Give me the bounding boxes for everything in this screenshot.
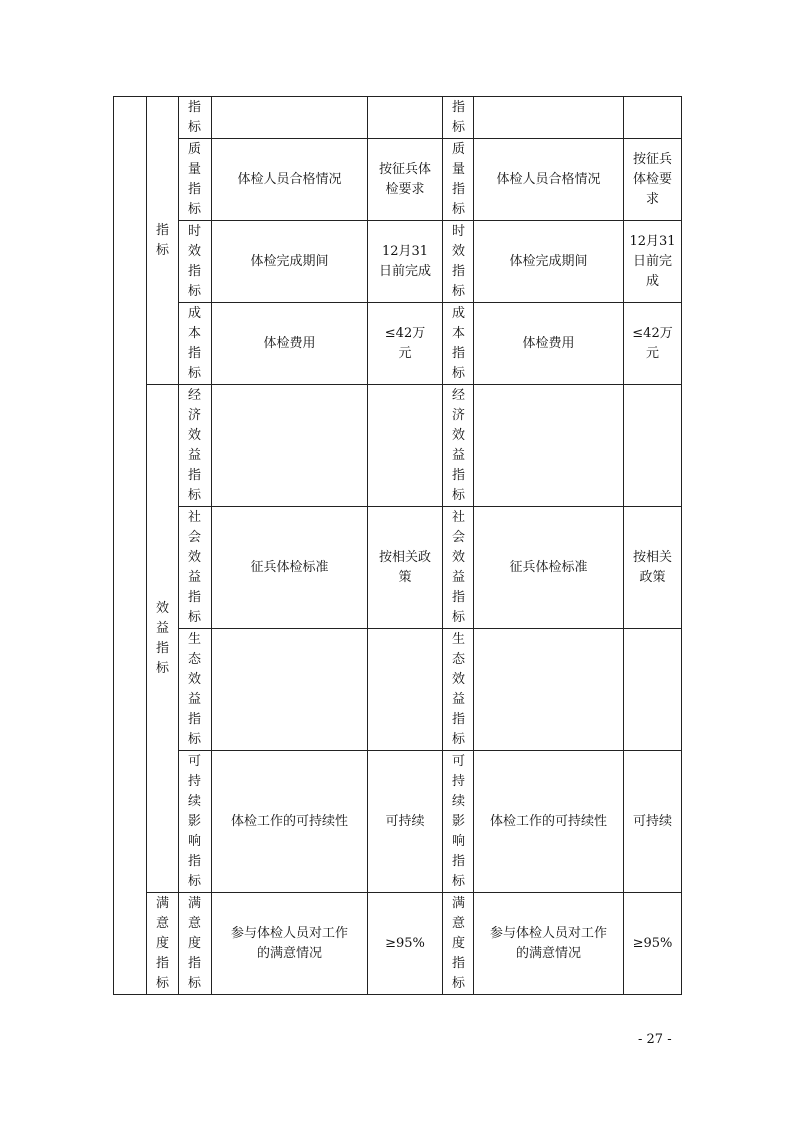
- table-row: [114, 97, 682, 139]
- content-cell-right: 体检人员合格情况: [474, 139, 624, 221]
- level3-cell-right: 生态效益指标: [443, 629, 474, 751]
- content-cell-right: 体检工作的可持续性: [474, 751, 624, 893]
- level3-cell: 成本指标: [179, 303, 212, 385]
- level3-cell: 经济效益指标: [179, 385, 212, 507]
- content-cell: 体检完成期间: [212, 221, 368, 303]
- level2-cell: 效益指标: [147, 385, 179, 893]
- content-cell-right: [474, 629, 624, 751]
- content-cell: 体检工作的可持续性: [212, 751, 368, 893]
- level3-cell: 时效指标: [179, 221, 212, 303]
- table-row: [114, 629, 682, 751]
- table-row: [114, 893, 682, 995]
- level3-cell: 指标: [179, 97, 212, 139]
- table-row: [114, 507, 682, 629]
- content-cell-right: 体检费用: [474, 303, 624, 385]
- level3-cell-right: 可持续影响指标: [443, 751, 474, 893]
- page-number: - 27 -: [638, 1032, 672, 1047]
- target-cell: [368, 97, 443, 139]
- content-cell: [212, 629, 368, 751]
- level3-cell-right: 指标: [443, 97, 474, 139]
- table-row: [114, 751, 682, 893]
- content-cell-right: [474, 385, 624, 507]
- level3-cell-right: 成本指标: [443, 303, 474, 385]
- performance-indicator-table: [113, 96, 682, 995]
- target-cell: ≥95%: [368, 893, 443, 995]
- level3-cell-right: 社会效益指标: [443, 507, 474, 629]
- target-cell-right: 12月31日前完成: [624, 221, 682, 303]
- target-cell-right: ≥95%: [624, 893, 682, 995]
- target-cell-right: [624, 385, 682, 507]
- target-cell-right: 可持续: [624, 751, 682, 893]
- level3-cell-right: 满意度指标: [443, 893, 474, 995]
- content-cell-right: [474, 97, 624, 139]
- level3-cell-right: 时效指标: [443, 221, 474, 303]
- target-cell-right: [624, 629, 682, 751]
- content-cell-right: 参与体检人员对工作的满意情况: [474, 893, 624, 995]
- target-cell: 按征兵体检要求: [368, 139, 443, 221]
- table-row: [114, 139, 682, 221]
- level3-cell-right: 质量指标: [443, 139, 474, 221]
- content-cell: [212, 385, 368, 507]
- target-cell: 按相关政策: [368, 507, 443, 629]
- level3-cell: 可持续影响指标: [179, 751, 212, 893]
- target-cell-right: 按相关政策: [624, 507, 682, 629]
- table-row: [114, 385, 682, 507]
- target-cell-right: ≤42万元: [624, 303, 682, 385]
- level1-cell: [114, 97, 147, 995]
- content-cell: 征兵体检标准: [212, 507, 368, 629]
- content-cell: 体检费用: [212, 303, 368, 385]
- level3-cell-right: 经济效益指标: [443, 385, 474, 507]
- target-cell: ≤42万元: [368, 303, 443, 385]
- level3-cell: 质量指标: [179, 139, 212, 221]
- table-row: [114, 303, 682, 385]
- target-cell-right: [624, 97, 682, 139]
- level2-cell: 指标: [147, 97, 179, 385]
- content-cell-right: 征兵体检标准: [474, 507, 624, 629]
- level3-cell: 社会效益指标: [179, 507, 212, 629]
- target-cell: [368, 629, 443, 751]
- content-cell: [212, 97, 368, 139]
- level2-cell: 满意度指标: [147, 893, 179, 995]
- content-cell-right: 体检完成期间: [474, 221, 624, 303]
- target-cell: 12月31日前完成: [368, 221, 443, 303]
- table-row: [114, 221, 682, 303]
- content-cell: 体检人员合格情况: [212, 139, 368, 221]
- level3-cell: 满意度指标: [179, 893, 212, 995]
- level3-cell: 生态效益指标: [179, 629, 212, 751]
- content-cell: 参与体检人员对工作的满意情况: [212, 893, 368, 995]
- target-cell: 可持续: [368, 751, 443, 893]
- target-cell-right: 按征兵体检要求: [624, 139, 682, 221]
- target-cell: [368, 385, 443, 507]
